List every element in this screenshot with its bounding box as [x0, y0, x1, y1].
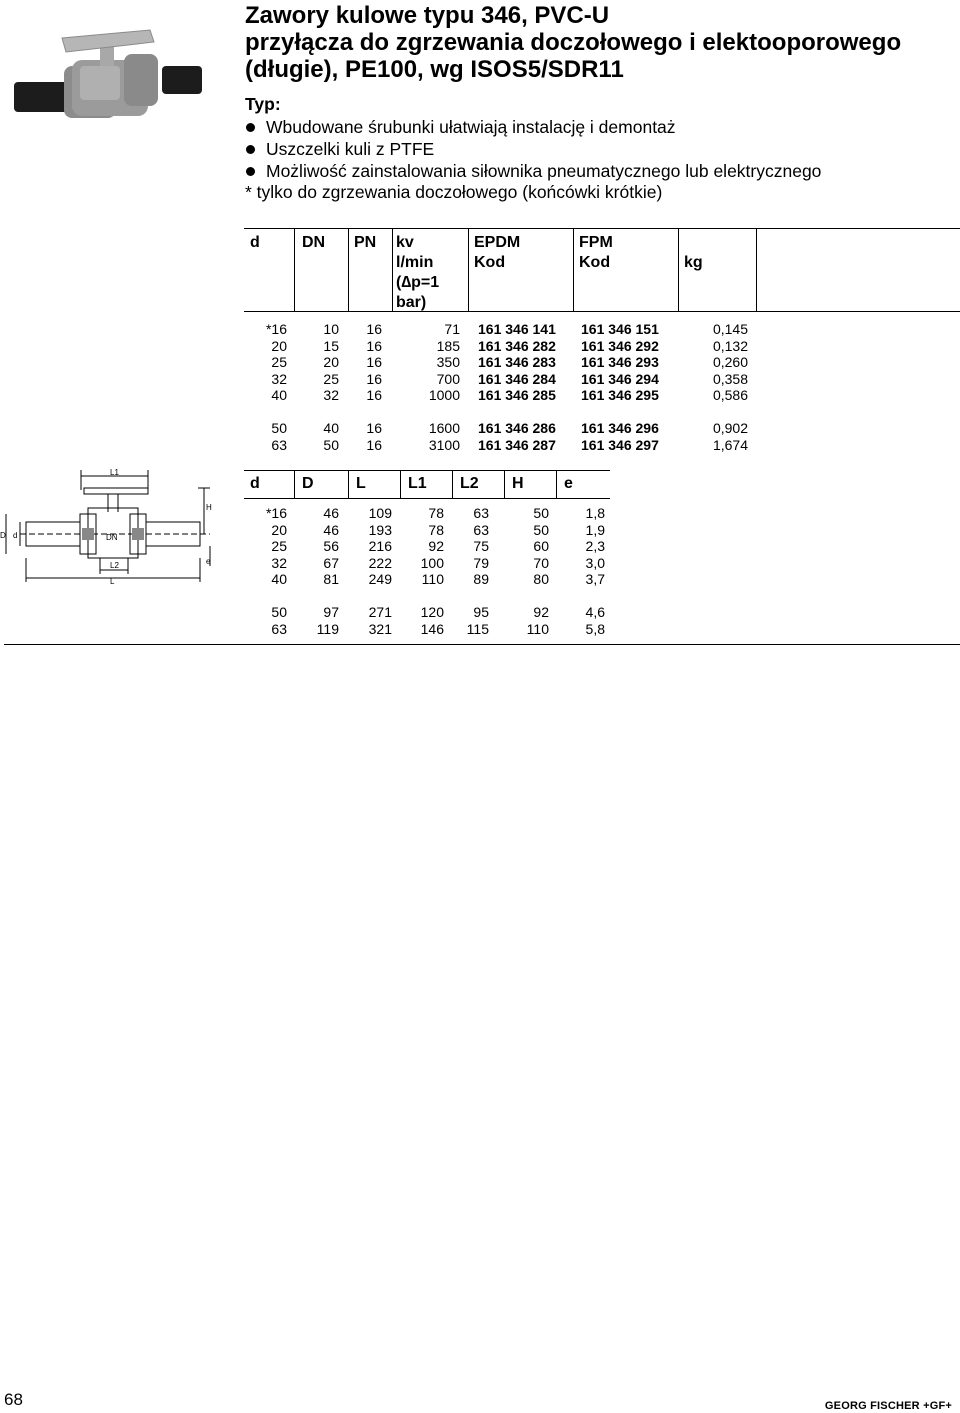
- drawing-label-L2: L2: [110, 561, 119, 570]
- bullet-icon: [246, 167, 255, 176]
- features-list: [245, 116, 821, 182]
- header-L2: L2: [460, 475, 479, 492]
- drawing-label-D: D: [0, 531, 6, 540]
- title-line: przyłącza do zgrzewania doczołowego i elektooporowego: [245, 29, 902, 56]
- header-dn: DN: [302, 234, 326, 251]
- page-title: [245, 2, 957, 83]
- header-D: D: [302, 475, 314, 492]
- feature-item: Uszczelki kuli z PTFE: [245, 138, 821, 160]
- header-pn: PN: [354, 234, 377, 251]
- header-kg: kg: [684, 254, 703, 271]
- table1-header: [244, 228, 960, 312]
- title-line: Zawory kulowe typu 346, PVC-U: [245, 2, 610, 29]
- column-divider: [452, 471, 453, 498]
- bullet-icon: [246, 123, 255, 132]
- column-divider: [556, 471, 557, 498]
- header-H: H: [512, 475, 524, 492]
- column-divider: [294, 471, 295, 498]
- type-label: Typ:: [245, 94, 281, 114]
- column-divider: [468, 229, 469, 311]
- drawing-label-H: H: [206, 503, 212, 512]
- page-number: 68: [4, 1390, 23, 1409]
- dimension-drawing: [0, 466, 240, 584]
- header-d: d: [250, 234, 260, 251]
- brand-logo: GEORG FISCHER +GF+: [824, 1400, 952, 1412]
- column-divider: [348, 471, 349, 498]
- header-epdm: EPDM Kod: [474, 234, 521, 271]
- footnote: * tylko do zgrzewania doczołowego (końcówki krótkie): [245, 182, 663, 202]
- drawing-label-DN: DN: [106, 533, 118, 542]
- drawing-label-e: e: [206, 557, 211, 566]
- drawing-label-d: d: [13, 531, 18, 540]
- drawing-label-L1: L1: [110, 468, 119, 477]
- table2-header: [244, 470, 610, 499]
- hatch-region: [132, 528, 144, 540]
- column-divider: [392, 229, 393, 311]
- column-divider: [756, 229, 757, 311]
- column-divider: [348, 229, 349, 311]
- feature-item: Możliwość zainstalowania siłownika pneumatycznego lub elektrycznego: [245, 160, 821, 182]
- column-divider: [573, 229, 574, 311]
- title-line: (długie), PE100, wg ISOS5/SDR11: [245, 56, 624, 83]
- column-divider: [504, 471, 505, 498]
- drawing-label-L: L: [110, 577, 115, 584]
- bullet-icon: [246, 145, 255, 154]
- hatch-region: [82, 528, 94, 540]
- header-d: d: [250, 475, 260, 492]
- header-L: L: [356, 475, 366, 492]
- feature-item: Wbudowane śrubunki ułatwiają instalację i demontaż: [245, 116, 821, 138]
- column-divider: [678, 229, 679, 311]
- section-divider: [4, 644, 960, 645]
- header-e: e: [564, 475, 573, 492]
- header-kv: kv l/min (∆p=1 bar): [396, 234, 440, 311]
- column-divider: [294, 229, 295, 311]
- column-divider: [400, 471, 401, 498]
- header-fpm: FPM Kod: [579, 234, 613, 271]
- header-L1: L1: [408, 475, 427, 492]
- ball-valve-photo: [0, 0, 245, 150]
